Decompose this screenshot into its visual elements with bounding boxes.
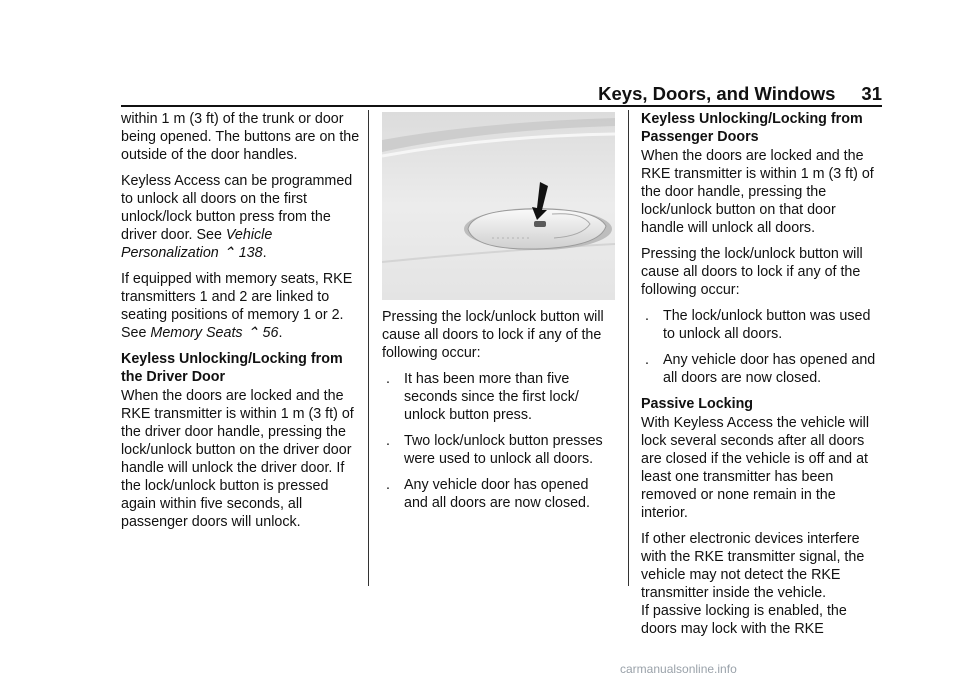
list-item — [641, 307, 881, 343]
paragraph: Pressing the lock/unlock button will cause all doors to lock if any of the following occur: — [382, 309, 604, 361]
page-reference[interactable]: ⌃ 138 — [222, 245, 263, 261]
text-run: . — [278, 325, 283, 341]
list-item — [382, 476, 616, 512]
paragraph: within 1 m (3 ft) of the trunk or door being opened. The buttons are on the outside of the door handles. — [121, 111, 360, 163]
bullet-marker: . — [386, 433, 390, 449]
paragraph: When the doors are locked and the RKE transmitter is within 1 m (3 ft) of the driver door handle, pressing the lock/unlock button on the driver door handle will unlock the driver door. If the lock/unlock button is pressed again within five seconds, all passenger doors will unlock. — [121, 388, 354, 530]
column-3 — [641, 110, 881, 646]
column-2 — [382, 110, 616, 520]
page-number: 31 — [861, 83, 882, 104]
subheading: Passive Locking — [641, 396, 754, 412]
column-divider — [368, 110, 369, 586]
bullet-marker: . — [386, 371, 390, 387]
list-item-text: It has been more than five seconds since the first lock/ unlock button press. — [404, 371, 579, 423]
list-item-text: Two lock/unlock button presses were used to unlock all doors. — [404, 433, 603, 467]
bullet-marker: . — [645, 308, 649, 324]
column-divider — [628, 110, 629, 586]
list-item-text: Any vehicle door has opened and all doors are now closed. — [663, 352, 876, 386]
paragraph: If passive locking is enabled, the doors may lock with the RKE — [641, 603, 847, 637]
bullet-marker: . — [386, 477, 390, 493]
list-item — [382, 432, 616, 468]
column-1 — [121, 110, 361, 539]
list-item — [382, 370, 616, 424]
watermark: carmanualsonline.info — [620, 662, 737, 676]
text-run: Keyless Access can be programmed to unlock all doors on the first unlock/lock button press from the driver door. See — [121, 173, 353, 243]
text-run: . — [262, 245, 267, 261]
text-run: If equipped with memory seats, RKE transmitters 1 and 2 are linked to seating positions of memory 1 or 2. See — [121, 271, 353, 341]
subheading: Keyless Unlocking/Locking from Passenger Doors — [641, 111, 863, 145]
paragraph: With Keyless Access the vehicle will lock several seconds after all doors are closed if the vehicle is off and at least one transmitter has been removed or none remain in the interior. — [641, 415, 870, 521]
cross-reference-link[interactable]: Memory Seats — [150, 325, 243, 341]
cross-reference-link[interactable]: Vehicle Personalization — [121, 227, 273, 261]
list-item-text: Any vehicle door has opened and all doors are now closed. — [404, 477, 590, 511]
page-header — [560, 83, 882, 105]
bullet-marker: . — [645, 352, 649, 368]
list-item — [641, 351, 881, 387]
subheading: Keyless Unlocking/Locking from the Driver Door — [121, 351, 343, 385]
paragraph: If other electronic devices interfere with the RKE transmitter signal, the vehicle may not detect the RKE transmitter inside the vehicle. — [641, 531, 865, 601]
list-item-text: The lock/unlock button was used to unlock all doors. — [663, 308, 871, 342]
door-handle-illustration — [382, 112, 615, 300]
paragraph — [121, 270, 361, 342]
paragraph: When the doors are locked and the RKE transmitter is within 1 m (3 ft) of the door handle, pressing the lock/unlock button on that door handle will unlock all doors. — [641, 148, 874, 236]
paragraph: Pressing the lock/unlock button will cause all doors to lock if any of the following occur: — [641, 246, 863, 298]
section-title: Keys, Doors, and Windows — [598, 83, 836, 104]
header-rule — [121, 105, 882, 107]
paragraph — [121, 172, 361, 262]
page-reference[interactable]: ⌃ 56 — [246, 325, 279, 341]
